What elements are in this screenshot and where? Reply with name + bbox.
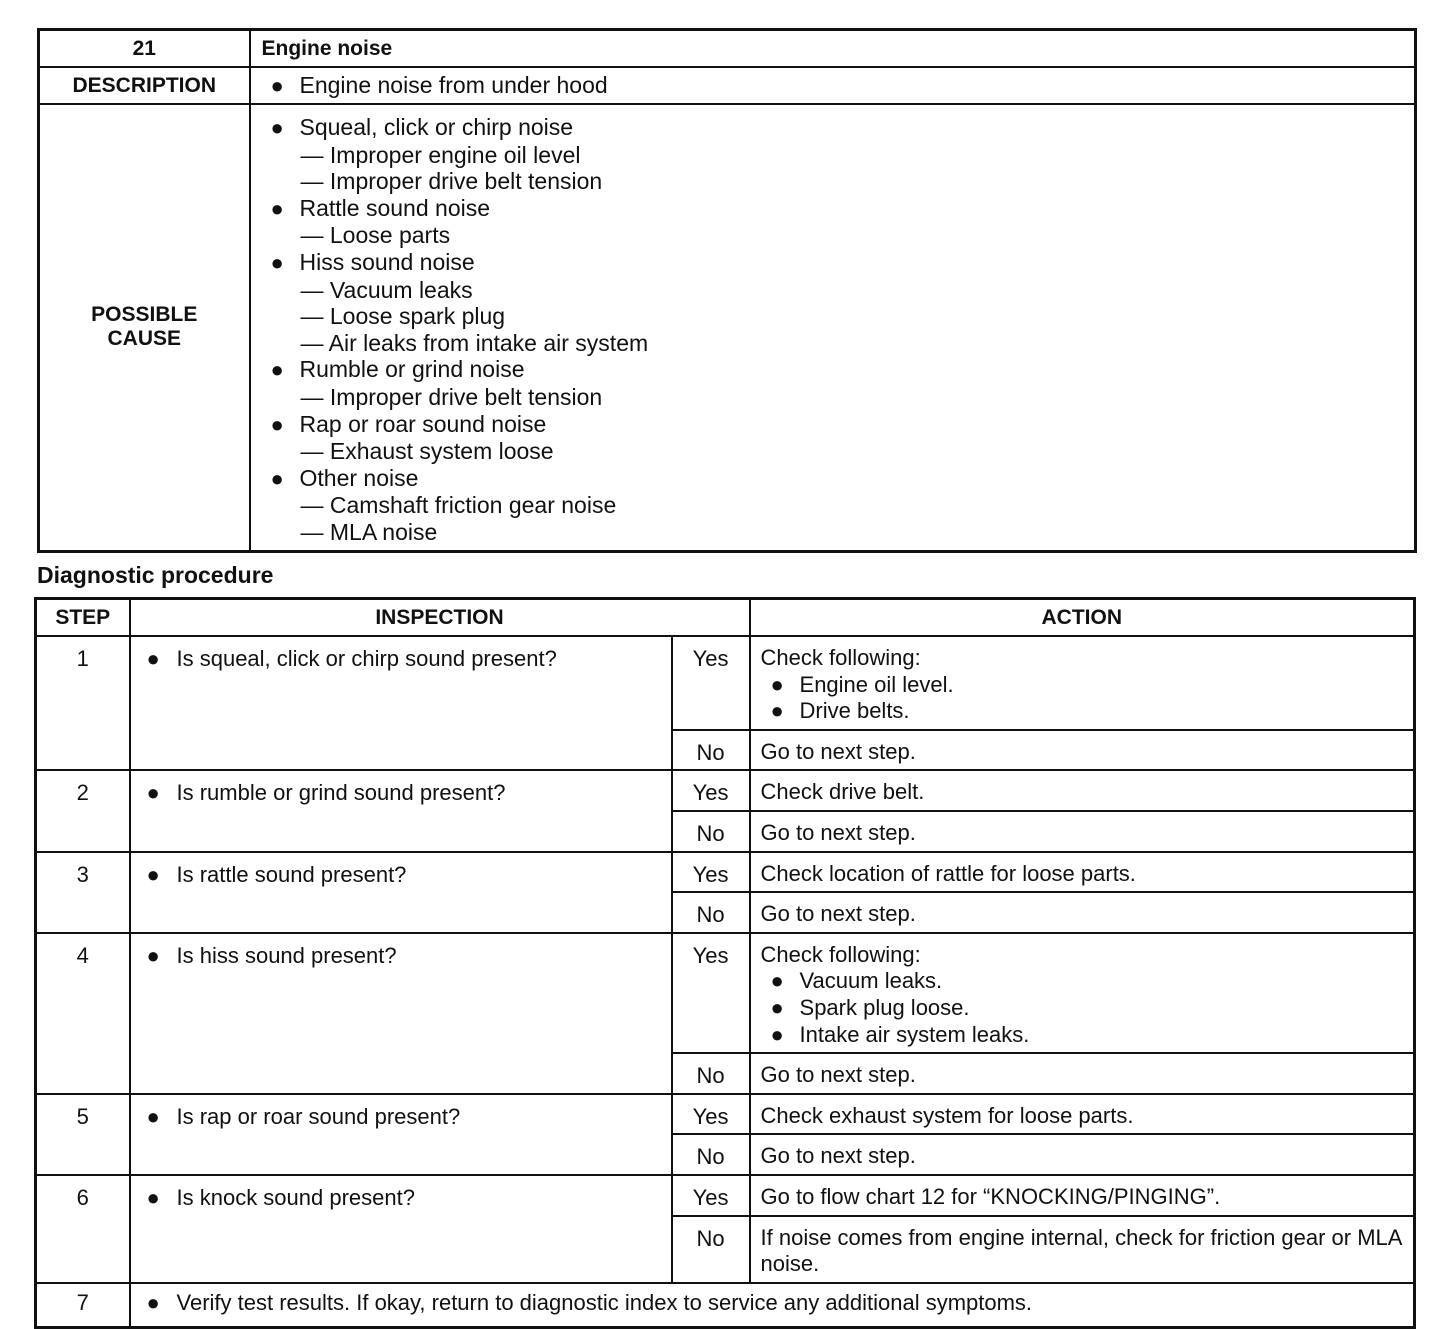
table-row	[36, 770, 1415, 811]
yes-label: Yes	[672, 852, 750, 893]
inspection-text: Is rap or roar sound present?	[176, 1103, 461, 1129]
action-text: Check following:	[760, 941, 921, 967]
bullet-icon: ●	[270, 115, 284, 140]
cause-item: Hiss sound noise	[299, 248, 475, 275]
possible-cause-label-line1: POSSIBLE	[91, 303, 198, 327]
cause-item: Rap or roar sound noise	[299, 410, 547, 437]
possible-cause-label-line2: CAUSE	[107, 327, 181, 351]
yes-label: Yes	[672, 770, 750, 811]
yes-action	[750, 636, 1415, 730]
cause-detail: — Loose parts	[300, 222, 451, 249]
table-row	[36, 636, 1415, 730]
yes-action: Go to flow chart 12 for “KNOCKING/PINGING”.	[750, 1175, 1415, 1216]
description-text: Engine noise from under hood	[299, 72, 608, 98]
step-number: 5	[36, 1094, 130, 1175]
description-label: DESCRIPTION	[39, 67, 250, 104]
step-number: 1	[36, 636, 130, 770]
table-row	[36, 1175, 1415, 1216]
bullet-icon: ●	[270, 357, 284, 383]
action-header: ACTION	[750, 599, 1415, 637]
no-action: Go to next step.	[750, 1134, 1415, 1175]
step-number: 3	[36, 852, 130, 933]
bullet-icon: ●	[146, 1184, 160, 1210]
yes-action	[750, 933, 1415, 1053]
bullet-icon: ●	[270, 411, 284, 437]
table-row	[36, 933, 1415, 1053]
inspection-cell	[130, 852, 672, 933]
action-item: Intake air system leaks.	[799, 1021, 1030, 1047]
step-header: STEP	[36, 599, 130, 637]
final-step-text: Verify test results. If okay, return to diagnostic index to service any additional symptoms.	[176, 1289, 1033, 1315]
cause-detail: — Improper drive belt tension	[300, 168, 603, 195]
no-action: Go to next step.	[750, 1053, 1415, 1094]
step-number: 2	[36, 770, 130, 851]
table-row	[36, 1283, 1415, 1328]
cause-detail: — MLA noise	[300, 518, 438, 545]
cause-item: Rattle sound noise	[299, 194, 491, 221]
cause-detail: — Air leaks from intake air system	[300, 329, 649, 356]
symptom-number: 21	[39, 30, 250, 68]
yes-label: Yes	[672, 933, 750, 1053]
no-label: No	[672, 811, 750, 852]
bullet-icon: ●	[770, 994, 784, 1020]
final-step-cell	[130, 1283, 1415, 1328]
cause-detail: — Exhaust system loose	[300, 438, 554, 465]
cause-detail: — Improper engine oil level	[300, 141, 581, 168]
bullet-icon: ●	[270, 465, 284, 491]
action-item: Engine oil level.	[799, 671, 954, 697]
possible-cause-list	[250, 104, 1416, 551]
step-number: 6	[36, 1175, 130, 1283]
inspection-text: Is rumble or grind sound present?	[176, 780, 506, 806]
bullet-icon: ●	[146, 646, 160, 671]
action-item: Vacuum leaks.	[799, 968, 943, 994]
yes-label: Yes	[672, 1094, 750, 1135]
bullet-icon: ●	[146, 942, 160, 968]
no-label: No	[672, 1134, 750, 1175]
inspection-cell	[130, 770, 672, 851]
cause-item: Squeal, click or chirp noise	[299, 114, 574, 140]
bullet-icon: ●	[770, 1021, 784, 1047]
inspection-cell	[130, 1175, 672, 1283]
procedure-table	[34, 597, 1416, 1329]
step-number: 7	[36, 1283, 130, 1328]
inspection-text: Is rattle sound present?	[176, 861, 407, 887]
symptom-table	[37, 28, 1417, 553]
cause-detail: — Camshaft friction gear noise	[300, 492, 617, 519]
no-action: If noise comes from engine internal, check for friction gear or MLA noise.	[750, 1216, 1415, 1283]
yes-action: Check exhaust system for loose parts.	[750, 1094, 1415, 1135]
bullet-icon: ●	[146, 1289, 160, 1315]
description-row	[39, 67, 1416, 104]
action-item: Spark plug loose.	[799, 994, 970, 1020]
action-item: Drive belts.	[799, 698, 910, 724]
no-label: No	[672, 1053, 750, 1094]
yes-label: Yes	[672, 636, 750, 730]
yes-action: Check location of rattle for loose parts.	[750, 852, 1415, 893]
cause-detail: — Vacuum leaks	[300, 276, 473, 303]
no-label: No	[672, 1216, 750, 1283]
table-row	[36, 852, 1415, 893]
bullet-icon: ●	[146, 861, 160, 887]
bullet-icon: ●	[146, 1103, 160, 1129]
inspection-cell	[130, 933, 672, 1094]
inspection-text: Is squeal, click or chirp sound present?	[176, 646, 557, 671]
cause-detail: — Loose spark plug	[300, 303, 506, 330]
bullet-icon: ●	[270, 73, 284, 98]
bullet-icon: ●	[146, 780, 160, 806]
step-number: 4	[36, 933, 130, 1094]
no-label: No	[672, 730, 750, 771]
bullet-icon: ●	[770, 671, 784, 697]
possible-cause-row	[39, 104, 1416, 551]
no-action: Go to next step.	[750, 811, 1415, 852]
procedure-header-row	[36, 599, 1415, 637]
inspection-text: Is knock sound present?	[176, 1184, 415, 1210]
no-action: Go to next step.	[750, 892, 1415, 933]
cause-item: Rumble or grind noise	[299, 356, 525, 383]
bullet-icon: ●	[270, 249, 284, 275]
inspection-cell	[130, 1094, 672, 1175]
bullet-icon: ●	[770, 968, 784, 994]
yes-action: Check drive belt.	[750, 770, 1415, 811]
yes-label: Yes	[672, 1175, 750, 1216]
inspection-text: Is hiss sound present?	[176, 942, 397, 968]
bullet-icon: ●	[270, 195, 284, 221]
description-cell	[250, 67, 1416, 104]
no-action: Go to next step.	[750, 730, 1415, 771]
inspection-header: INSPECTION	[130, 599, 750, 637]
table-row	[36, 1094, 1415, 1135]
action-text: Check following:	[760, 645, 921, 670]
cause-item: Other noise	[299, 464, 419, 491]
inspection-cell	[130, 636, 672, 770]
cause-detail: — Improper drive belt tension	[300, 383, 603, 410]
symptom-title: Engine noise	[250, 30, 1416, 68]
no-label: No	[672, 892, 750, 933]
symptom-header-row	[39, 30, 1416, 68]
possible-cause-label	[39, 104, 250, 551]
bullet-icon: ●	[770, 698, 784, 724]
procedure-heading: Diagnostic procedure	[37, 562, 274, 588]
